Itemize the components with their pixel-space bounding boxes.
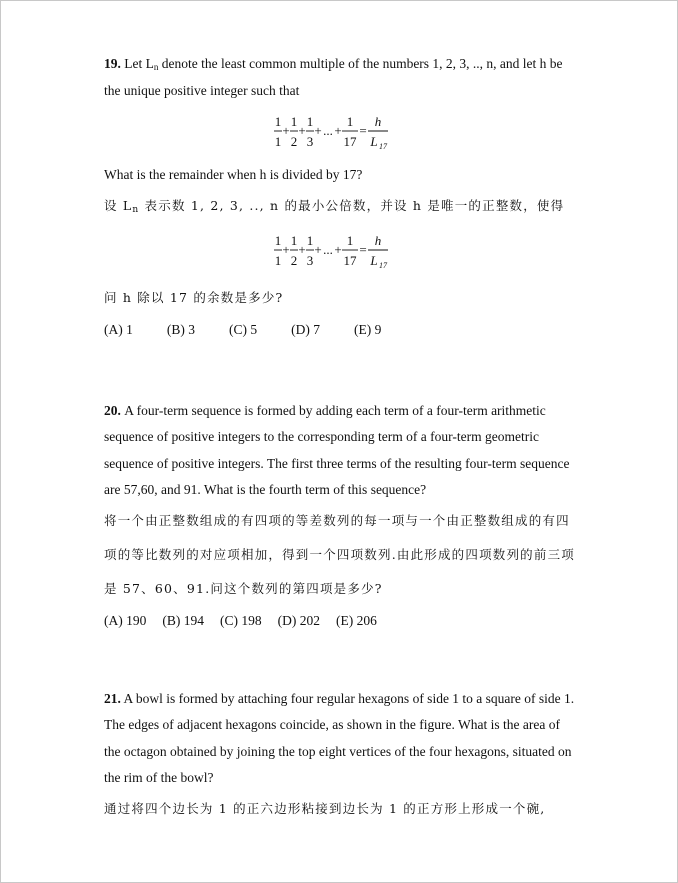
q19-zh-line-1-b: 表示数 1, 2, 3, .., n 的最小公倍数，并设 h 是唯一的正整数，使得: [139, 197, 565, 213]
fraction-1-over-2-denominator: 2: [290, 134, 298, 149]
q19-zh-line-1-a: 设 L: [104, 197, 133, 213]
q19-en-line-1-a: Let L: [124, 56, 154, 71]
q20-choice-a: (A) 190: [104, 612, 147, 628]
rhs-denominator-subscript: 17: [379, 260, 387, 270]
q21-en-line-3: the octagon obtained by joining the top eight vertices of the four hexagons, situated on: [104, 743, 572, 759]
plus-sign-1: +: [298, 123, 306, 138]
q19-choices: [104, 317, 576, 343]
q19-en-line-1-b: denote the least common multiple of the numbers 1, 2, 3, .., n, and let h be: [158, 56, 563, 71]
plus-sign-last: +: [334, 123, 342, 138]
plus-sign-1: +: [298, 241, 306, 257]
fraction-1-over-17-denominator: 17: [343, 252, 357, 268]
fraction-1-over-3-denominator: 3: [306, 134, 314, 149]
q19-number: 19.: [104, 56, 121, 71]
equals-sign: =: [359, 241, 367, 257]
fraction-1-over-17-numerator: 1: [346, 114, 354, 129]
q19-formula-en: [104, 106, 576, 158]
q21-en-line-4: the rim of the bowl?: [104, 770, 214, 785]
q20-choice-d: (D) 202: [277, 612, 320, 628]
fraction-1-over-1-denominator: 1: [274, 134, 282, 149]
plus-sign-2: +: [314, 241, 322, 257]
fraction-1-over-17-denominator: 17: [343, 134, 357, 149]
q20-choice-e: (E) 206: [336, 612, 377, 628]
plus-sign-0: +: [282, 241, 290, 257]
rhs-numerator: h: [374, 114, 382, 129]
fraction-1-over-1-numerator: 1: [274, 232, 282, 248]
q19-choice-e: (E) 9: [354, 321, 382, 337]
ellipsis: ...: [323, 241, 333, 257]
q20-zh-line-2: 项的等比数列的对应项相加，得到一个四项数列.由此形成的四项数列的前三项: [104, 546, 575, 562]
q20-number: 20.: [104, 402, 121, 418]
q21-en-line-1-text: A bowl is formed by attaching four regular hexagons of side 1 to a square of side 1.: [123, 690, 575, 706]
fraction-1-over-2-numerator: 1: [290, 232, 298, 248]
q20-choice-b: (B) 194: [162, 612, 204, 628]
question-19: [104, 51, 576, 343]
q20-en-line-1: [104, 398, 576, 425]
fraction-1-over-2-numerator: 1: [290, 114, 298, 129]
fraction-1-over-3-numerator: 1: [306, 232, 314, 248]
harmonic-sum-equation: [270, 109, 410, 155]
q19-choice-b: (B) 3: [166, 321, 195, 337]
rhs-numerator: h: [374, 232, 382, 248]
q19-en-line-2: the unique positive integer such that: [104, 82, 300, 98]
fraction-1-over-1-numerator: 1: [274, 114, 282, 129]
plus-sign-2: +: [314, 123, 322, 138]
plus-sign-0: +: [282, 123, 290, 138]
q19-zh-line-1: [104, 189, 576, 223]
q20-en-line-1-text: A four-term sequence is formed by adding each term of a four-term arithmetic: [124, 402, 546, 418]
q20-en-line-3: sequence of positive integers. The first three terms of the resulting four-term sequence: [104, 455, 570, 471]
rhs-denominator: L: [370, 134, 378, 149]
q19-choice-c: (C) 5: [229, 321, 258, 337]
q19-en-line-1: [104, 51, 576, 78]
q20-zh-line-3: 是 57、60、91.问这个数列的第四项是多少?: [104, 580, 383, 596]
fraction-1-over-3-numerator: 1: [306, 114, 314, 129]
q21-en-line-2: The edges of adjacent hexagons coincide, as shown in the figure. What is the area of: [104, 717, 560, 732]
question-20: [104, 398, 576, 634]
q19-zh-question: 问 h 除以 17 的余数是多少?: [104, 289, 284, 305]
q19-choice-d: (D) 7: [291, 321, 320, 337]
q19-choice-a: (A) 1: [104, 321, 133, 337]
fraction-1-over-17-numerator: 1: [346, 232, 354, 248]
plus-sign-last: +: [334, 241, 342, 257]
q21-en-line-1: [104, 686, 576, 713]
question-21: [104, 686, 576, 826]
q20-zh-line-1: 将一个由正整数组成的有四项的等差数列的每一项与一个由正整数组成的有四: [104, 512, 570, 528]
fraction-1-over-1-denominator: 1: [274, 252, 282, 268]
q20-en-line-2: sequence of positive integers to the corresponding term of a four-term geometric: [104, 429, 539, 444]
document-content: [104, 51, 576, 826]
ellipsis: ...: [323, 123, 333, 138]
equals-sign: =: [359, 123, 367, 138]
q20-en-line-4: are 57,60, and 91. What is the fourth term of this sequence?: [104, 482, 427, 497]
fraction-1-over-3-denominator: 3: [306, 252, 314, 268]
q20-choice-c: (C) 198: [220, 612, 262, 628]
harmonic-sum-equation: [270, 228, 410, 274]
q19-en-line-1-sub: n: [153, 62, 159, 72]
q19-zh-line-1-sub: n: [132, 204, 140, 215]
fraction-1-over-2-denominator: 2: [290, 252, 298, 268]
q19-formula-zh: [104, 225, 576, 277]
q20-choices: [104, 608, 576, 634]
rhs-denominator: L: [370, 252, 378, 268]
q21-zh-line-1: 通过将四个边长为 1 的正六边形粘接到边长为 1 的正方形上形成一个碗,: [104, 800, 546, 816]
q19-en-question: What is the remainder when h is divided by 17?: [104, 167, 363, 182]
rhs-denominator-subscript: 17: [379, 142, 387, 151]
q21-number: 21.: [104, 690, 121, 706]
